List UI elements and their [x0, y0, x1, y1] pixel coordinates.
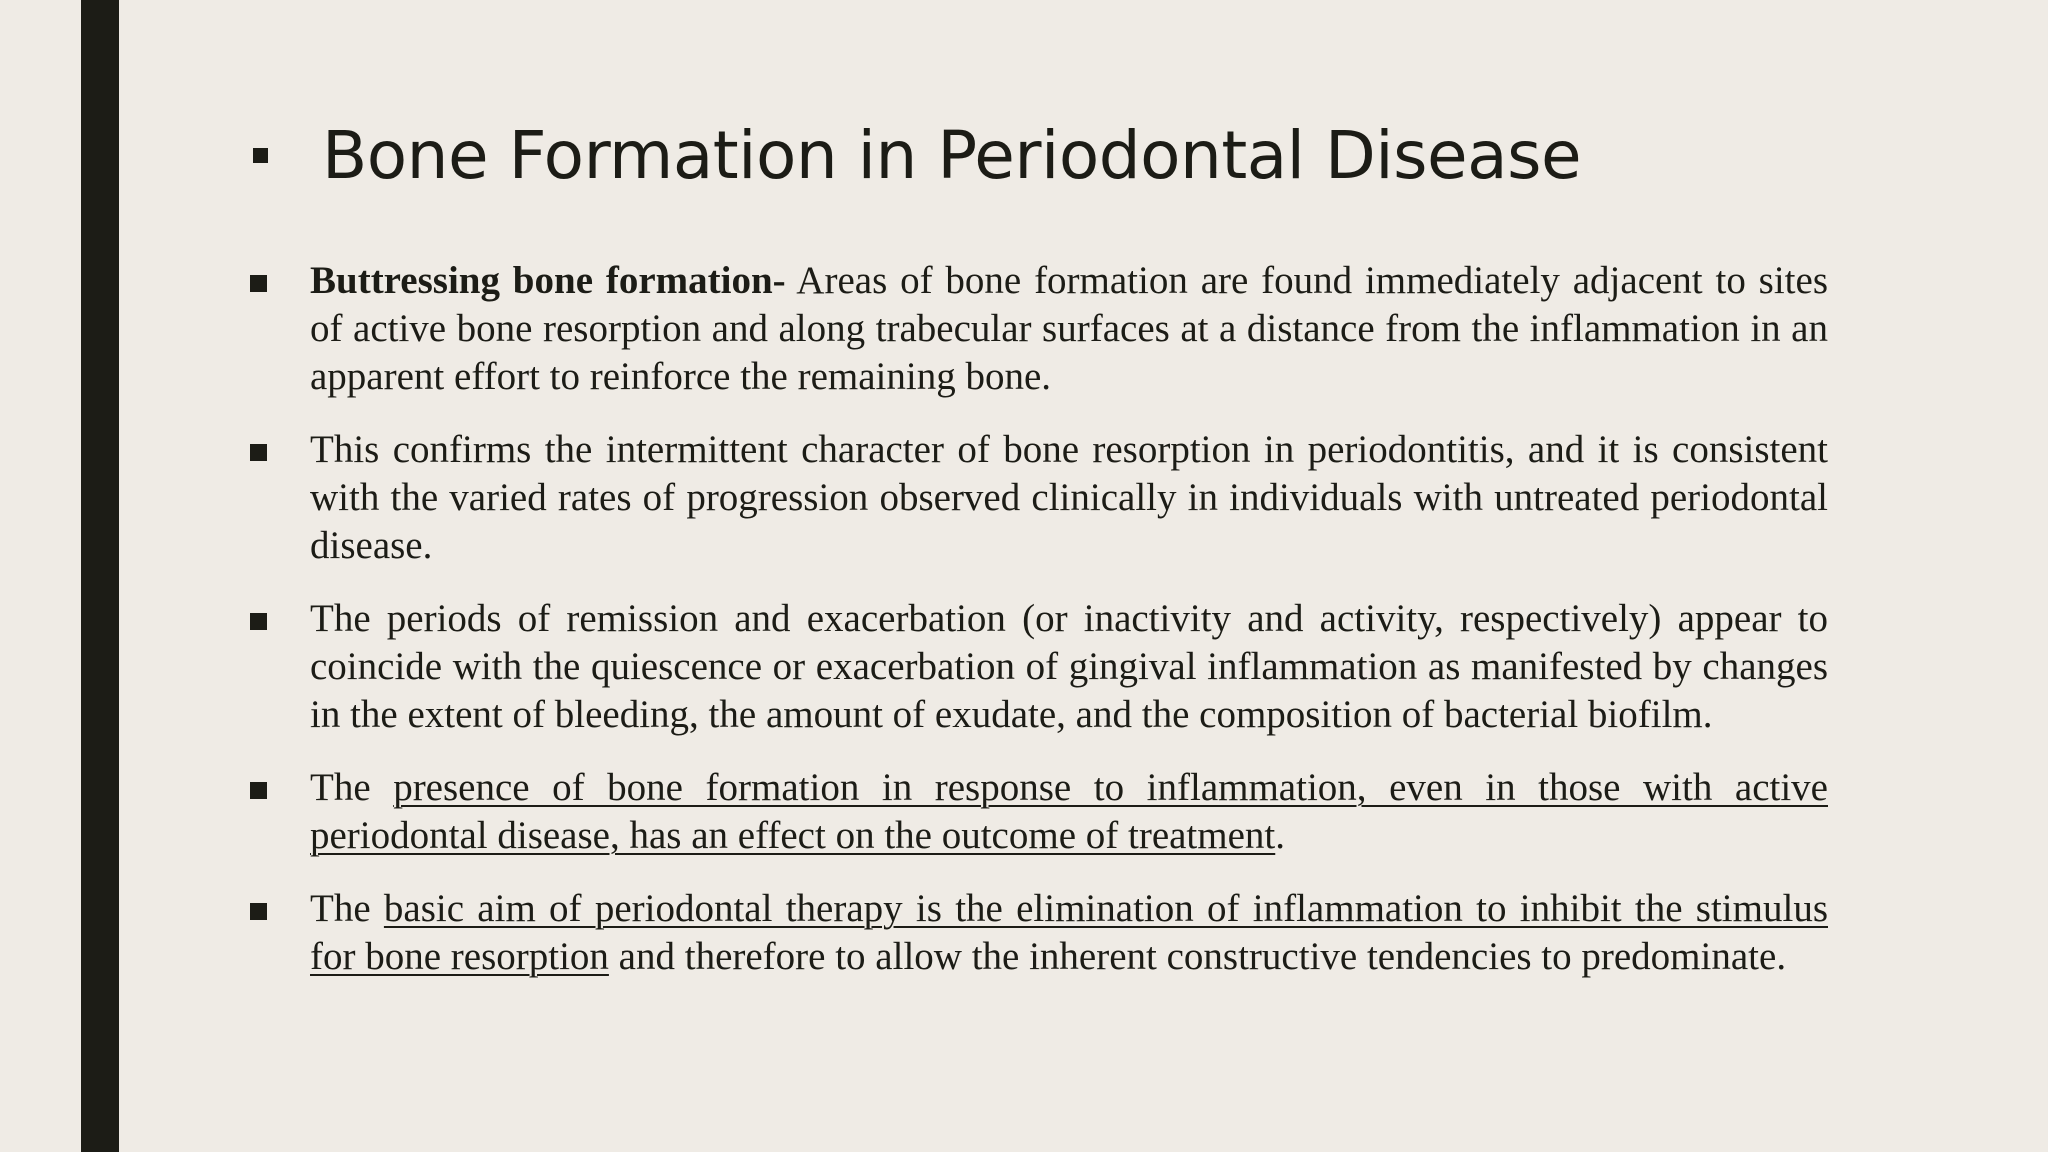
square-bullet-icon	[250, 275, 267, 292]
slide-title-row	[250, 110, 1900, 202]
bullet-prefix: The	[310, 766, 394, 809]
square-bullet-icon	[250, 444, 267, 461]
bullet-item-remission	[250, 595, 1828, 739]
bullet-text	[310, 595, 1828, 739]
bullet-body: Areas of bone formation are found immediately adjacent to sites of active bone resorption and along trabecular surfaces at a distance from the inflammation in an apparent effort to reinforce the remaining bone.	[310, 259, 1828, 398]
bullet-bold-lead: Buttressing bone formation-	[310, 259, 786, 302]
bullet-body: This confirms the intermittent character of bone resorption in periodontitis, and it is consistent with the varied rates of progression observed clinically in individuals with untreated periodontal disease.	[310, 428, 1828, 567]
bullet-item-basic-aim	[250, 885, 1828, 981]
bullet-text	[310, 764, 1828, 860]
bullet-text	[310, 885, 1828, 981]
bullet-item-buttressing	[250, 257, 1828, 401]
bullet-item-intermittent	[250, 426, 1828, 570]
bullet-suffix: .	[1275, 814, 1285, 857]
bullet-body: The periods of remission and exacerbation (or inactivity and activity, respectively) appear to coincide with the quiescence or exacerbation of gingival inflammation as manifested by changes in the extent of bleeding, the amount of exudate, and the composition of bacterial biofilm.	[310, 597, 1828, 736]
square-bullet-icon	[250, 903, 267, 920]
bullet-list	[250, 257, 1828, 1006]
title-bullet-icon	[253, 148, 268, 163]
bullet-suffix: and therefore to allow the inherent constructive tendencies to predominate.	[608, 935, 1787, 978]
slide-title: Bone Formation in Periodontal Disease	[322, 117, 1582, 194]
slide-accent-bar	[81, 0, 119, 1152]
bullet-item-presence	[250, 764, 1828, 860]
bullet-text	[310, 257, 1828, 401]
bullet-prefix: The	[310, 887, 384, 930]
square-bullet-icon	[250, 782, 267, 799]
bullet-underlined-phrase: presence of bone formation in response to inflammation, even in those with active periodontal disease, has an effect on the outcome of treatment	[310, 766, 1828, 857]
bullet-text	[310, 426, 1828, 570]
bullet-underlined-phrase: basic aim of periodontal therapy is the elimination of inflammation to inhibit the stimulus for bone resorption	[310, 887, 1828, 978]
square-bullet-icon	[250, 613, 267, 630]
